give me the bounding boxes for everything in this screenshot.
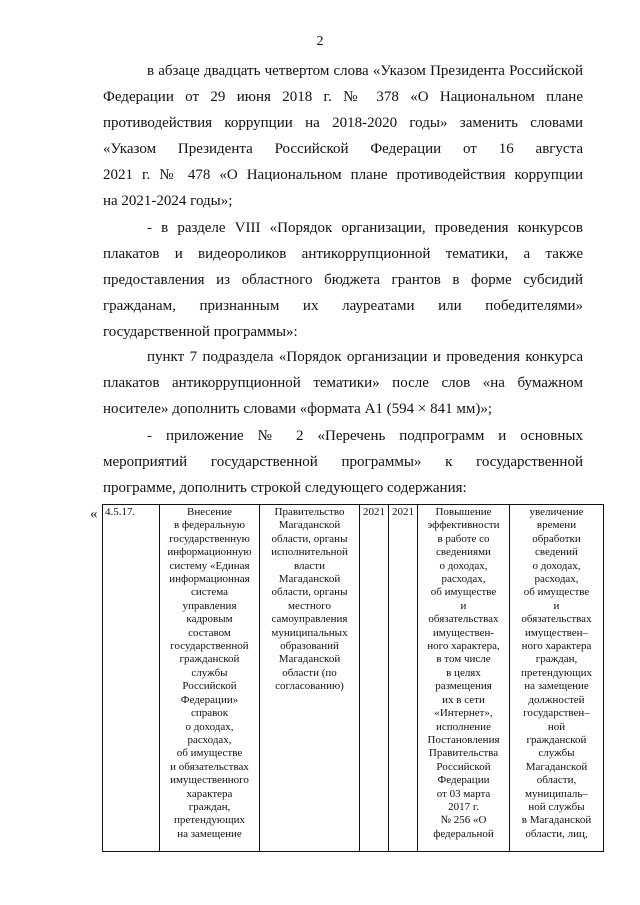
cell-line: и [553,599,560,612]
cell-line: систему «Единая [169,559,250,572]
cell-line: должностей [528,693,585,706]
cell-line: Магаданской [278,519,341,532]
text-line: мероприятий государственной программы» к государственной [103,454,583,470]
cell-line: Российской [182,680,237,693]
cell-line: ной [547,720,566,733]
cell-line: «Интернет», [434,707,493,720]
cell-line: граждан, [535,653,578,666]
cell-line: Магаданской [525,760,588,773]
cell-end-year [389,505,418,852]
text-line: программе, дополнить строкой следующего содержания: [103,480,467,496]
cell-line: характера [186,787,233,800]
subprogram-table [102,504,604,852]
text-line: Федерации от 29 июня 2018 г. № 378 «О Национальном плане [103,89,583,105]
text-line: - приложение № 2 «Перечень подпрограмм и основных [147,428,583,444]
cell-line: кадровым [186,613,233,626]
cell-result [418,505,510,852]
cell-line: Магаданской [278,653,341,666]
cell-line: 4.5.17. [105,506,136,518]
cell-start-year [360,505,389,852]
cell-line: гражданской [179,653,240,666]
cell-line: гражданской [526,733,587,746]
cell-line: обязательствах [521,613,592,626]
cell-line: на замещение [524,680,589,693]
text-line: предоставления из областного бюджета грантов в форме субсидий [103,272,583,288]
cell-line: 2021 [392,506,414,518]
cell-line: Повышение [435,506,492,518]
cell-line: Магаданской [278,573,341,586]
cell-line: имущественного [170,774,249,787]
cell-line: в том числе [436,653,491,666]
text-line: в абзаце двадцать четвертом слова «Указом Президента Российской [147,63,583,79]
cell-line: эффективности [427,519,500,532]
cell-line: их в сети [442,693,485,706]
cell-line: об имуществе [430,586,497,599]
cell-line: Федерации» [180,693,239,706]
paragraph-appendix-2 [103,423,583,501]
text-line: 2021 г. № 478 «О Национальном плане противодействия коррупции [103,167,583,183]
cell-line: о доходах, [532,559,581,572]
paragraph-section-viii [103,215,583,345]
cell-line: об имуществе [523,586,590,599]
cell-line: и [460,599,467,612]
cell-line: обязательствах [428,613,499,626]
cell-line: об имуществе [176,747,243,760]
text-line: - в разделе VIII «Порядок организации, проведения конкурсов [147,220,583,236]
cell-line: в целях [446,666,481,679]
cell-line: увеличение [529,506,584,518]
cell-line: государственной [170,640,249,653]
cell-line: граждан, [188,800,231,813]
cell-executor [260,505,360,852]
cell-line: исполнение [436,720,491,733]
text-line: плакатов и видеороликов антикоррупционной тематики, а также [103,246,583,262]
cell-line: Российской [436,760,491,773]
cell-line: претендующих [173,814,246,827]
cell-line: муниципальных [271,626,348,639]
cell-line: от 03 марта [436,787,491,800]
cell-line: времени [536,519,577,532]
cell-line: образований [280,640,339,653]
cell-line: Правительство [274,506,345,518]
cell-line: области, лиц, [525,827,588,840]
cell-line: расходах, [441,573,486,586]
cell-line: 2021 [363,506,385,518]
cell-line: в Магаданской [521,814,592,827]
cell-line: Постановления [427,733,500,746]
cell-line: области (по [282,666,337,679]
cell-line: самоуправления [271,613,348,626]
paragraph-chapter-24 [103,58,583,214]
cell-line: в работе со [437,532,490,545]
cell-line: сведений [535,546,578,559]
cell-line: о доходах, [439,559,488,572]
cell-consequence [510,505,604,852]
text-line: гражданам, признанным их лауреатами или победителями» [103,298,583,314]
cell-line: № 256 «О [440,814,487,827]
cell-measure [160,505,260,852]
text-line: пункт 7 подраздела «Порядок организации и проведения конкурса [147,349,583,365]
cell-line: муниципаль– [525,787,588,800]
cell-line: в федеральную [174,519,245,532]
cell-line: власти [294,559,325,572]
text-line: плакатов антикоррупционной тематики» после слов «на бумажном [103,375,583,391]
cell-line: обработки [532,532,581,545]
text-line: «Указом Президента Российской Федерации от 16 августа [103,141,583,157]
page-number: 2 [316,34,324,49]
text-line: на 2021-2024 годы»; [103,193,233,209]
cell-line: система [190,586,229,599]
cell-line: ного характера, [427,640,500,653]
cell-line: государствен– [523,707,590,720]
cell-line: Правительства [428,747,499,760]
cell-number [103,505,160,852]
cell-line: информационная [169,573,250,586]
cell-line: службы [191,666,228,679]
cell-line: претендующих [520,666,593,679]
cell-line: местного [288,599,331,612]
paragraph-item-7 [103,344,583,422]
cell-line: составом [188,626,231,639]
cell-line: и обязательствах [170,760,249,773]
cell-line: на замещение [177,827,242,840]
cell-line: службы [538,747,575,760]
cell-line: области, органы [271,586,348,599]
cell-line: информационную [167,546,252,559]
cell-line: области, [536,774,577,787]
cell-line: исполнительной [271,546,348,559]
cell-line: имуществен– [524,626,589,639]
table-row [103,505,604,852]
cell-line: сведениями [436,546,491,559]
cell-line: 2017 г. [448,800,479,813]
cell-line: имуществен- [432,626,495,639]
cell-line: области, органы [271,532,348,545]
cell-line: согласованию) [275,680,344,693]
cell-line: расходах, [187,733,232,746]
cell-line: ной службы [528,800,585,813]
cell-line: Внесение [187,506,232,518]
cell-line: расходах, [534,573,579,586]
cell-line: размещения [435,680,492,693]
cell-line: управления [182,599,237,612]
cell-line: справок [190,707,229,720]
cell-line: федеральной [433,827,494,840]
open-quote: « [90,506,98,522]
text-line: противодействия коррупции на 2018-2020 годы» заменить словами [103,115,583,131]
cell-line: о доходах, [185,720,234,733]
cell-line: ного характера [521,640,592,653]
cell-line: государственную [169,532,250,545]
text-line: носителе» дополнить словами «формата А1 (594 × 841 мм)»; [103,401,493,417]
text-line: государственной программы»: [103,324,298,340]
cell-line: Федерации [437,774,490,787]
